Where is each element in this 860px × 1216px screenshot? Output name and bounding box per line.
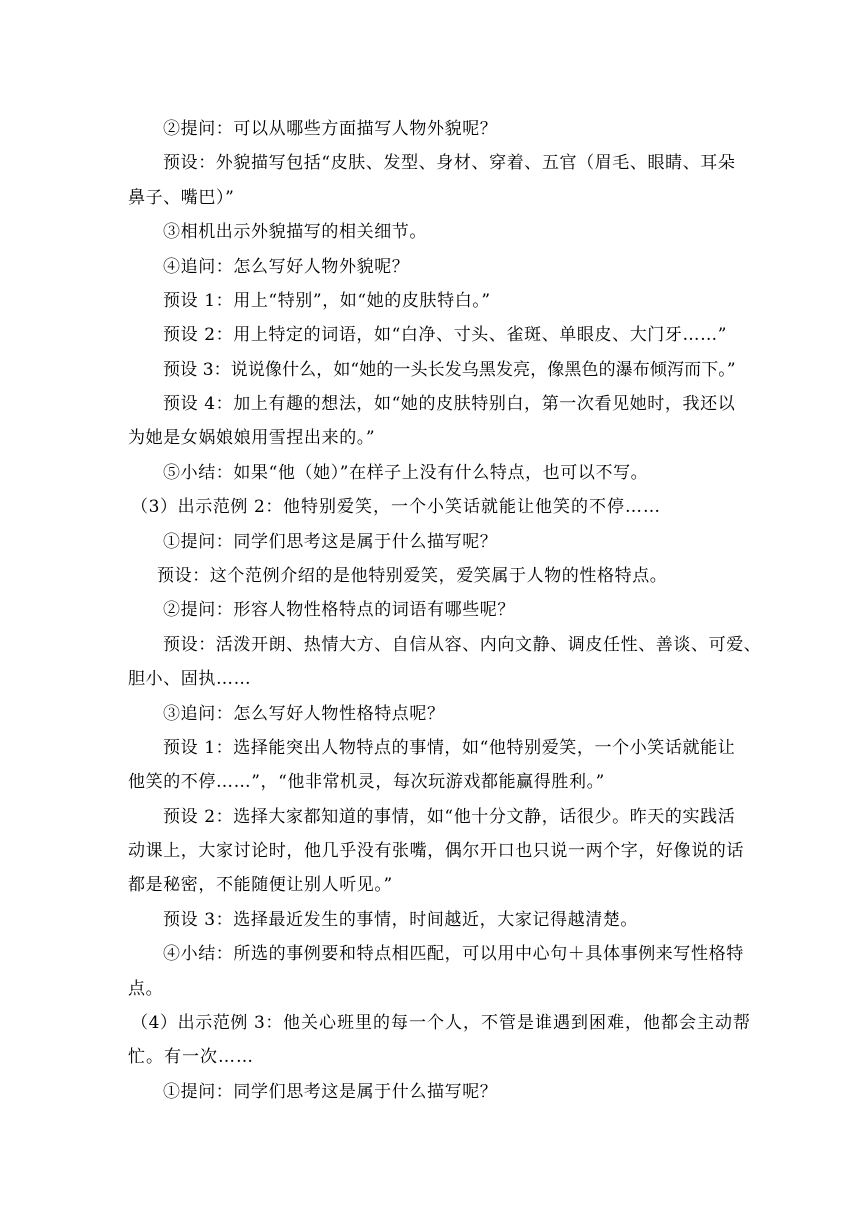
text-line: ③追问：怎么写好人物性格特点呢？ (163, 704, 445, 724)
text-line: ①提问：同学们思考这是属于什么描写呢？ (163, 532, 498, 552)
section-heading (131, 495, 661, 519)
text-line: 预设 4：加上有趣的想法，如“她的皮肤特别白，第一次看见她时，我还以 (163, 394, 736, 414)
text-line: 为她是女娲娘娘用雪捏出来的。” (128, 428, 376, 448)
section-heading (131, 1011, 751, 1035)
text-line: 预设 1：选择能突出人物特点的事情，如“他特别爱笑，一个小笑话就能让 (163, 738, 736, 758)
text-line: ⑤小结：如果“他（她）”在样子上没有什么特点，也可以不写。 (163, 463, 649, 483)
text-line: 点。 (128, 979, 164, 999)
text-line: 胆小、固执…… (128, 669, 252, 689)
text-line: 预设：外貌描写包括“皮肤、发型、身材、穿着、五官（眉毛、眼睛、耳朵 (163, 153, 736, 173)
example-text-continued: 忙。有一次…… (128, 1047, 254, 1067)
text-line: 预设 1：用上“特别”，如“她的皮肤特白。” (163, 291, 491, 311)
text-line: ②提问：可以从哪些方面描写人物外貌呢？ (163, 119, 498, 139)
text-line: 预设：这个范例介绍的是他特别爱笑，爱笑属于人物的性格特点。 (157, 566, 668, 586)
section-label: （4）出示范例 3： (131, 1013, 284, 1033)
text-line: 他笑的不停……”，“他非常机灵，每次玩游戏都能赢得胜利。” (128, 772, 605, 792)
text-line: 预设 2：用上特定的词语，如“白净、寸头、雀斑、单眼皮、大门牙……” (163, 325, 727, 345)
text-line: ④追问：怎么写好人物外貌呢？ (163, 257, 410, 277)
text-line: ①提问：同学们思考这是属于什么描写呢？ (163, 1082, 498, 1102)
text-line: 预设 2：选择大家都知道的事情，如“他十分文静，话很少。昨天的实践活 (163, 807, 736, 827)
section-label: （3）出示范例 2： (131, 497, 284, 517)
text-line: 鼻子、嘴巴）” (128, 188, 235, 208)
text-line: 预设 3：选择最近发生的事情，时间越近，大家记得越清楚。 (163, 910, 639, 930)
example-text: 他关心班里的每一个人，不管是谁遇到困难，他都会主动帮 (283, 1013, 752, 1033)
text-line: 都是秘密，不能随便让别人听见。” (128, 875, 393, 895)
text-line: ③相机出示外貌描写的相关细节。 (163, 222, 427, 242)
text-line: 动课上，大家讨论时，他几乎没有张嘴，偶尔开口也只说一两个字，好像说的话 (128, 841, 744, 861)
text-line: 预设：活泼开朗、热情大方、自信从容、内向文静、调皮任性、善谈、可爱、 (163, 635, 762, 655)
example-text: 他特别爱笑，一个小笑话就能让他笑的不停…… (283, 497, 662, 517)
text-line: 预设 3：说说像什么，如“她的一头长发乌黑发亮，像黑色的瀑布倾泻而下。” (163, 360, 736, 380)
text-line: ②提问：形容人物性格特点的词语有哪些呢？ (163, 600, 515, 620)
text-line: ④小结：所选的事例要和特点相匹配，可以用中心句＋具体事例来写性格特 (163, 944, 744, 964)
